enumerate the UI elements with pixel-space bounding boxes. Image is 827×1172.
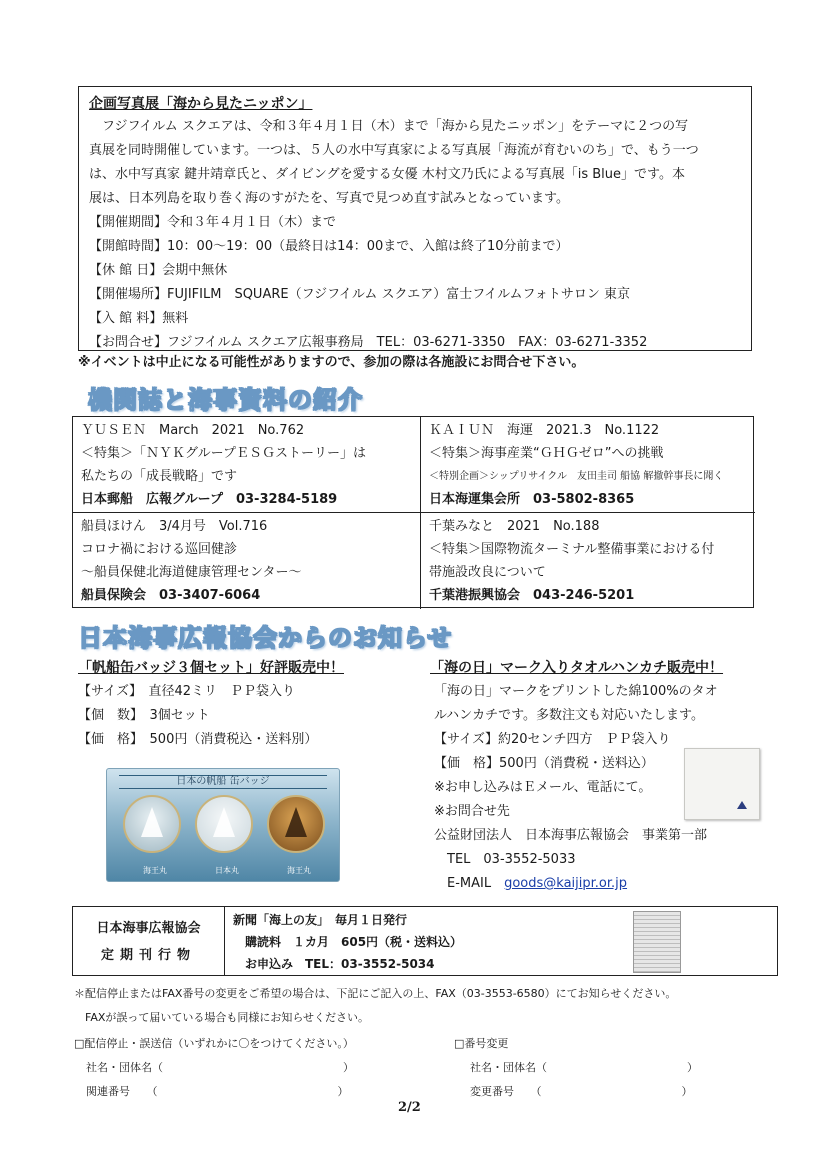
periodical-org: 日本海事広報協会 xyxy=(96,921,201,936)
journal-cell-senin xyxy=(73,513,421,609)
badge-image-caption: 日本の帆船 缶バッジ xyxy=(119,775,327,789)
stop-delivery-title[interactable]: □配信停止・誤送信（いずれかに〇をつけてください。） xyxy=(74,1037,354,1050)
fax-instructions-2: FAXが誤って届いている場合も同様にお知らせください。 xyxy=(74,1011,370,1024)
page-number: 2/2 xyxy=(398,1100,421,1115)
new-number-field[interactable]: 変更番号 （ ） xyxy=(470,1085,693,1098)
coin-badge xyxy=(195,795,253,853)
periodical-info xyxy=(233,909,462,975)
periodical-label xyxy=(73,907,225,975)
exhibition-description xyxy=(89,115,741,211)
towel-contact-heading: ※お問合せ先 xyxy=(434,804,510,819)
related-number-field[interactable]: 関連番号 （ ） xyxy=(86,1085,349,1098)
journal-feature: 私たちの「成長戦略」です xyxy=(81,469,238,484)
exhibition-text-line: フジフイルム スクエアは、令和３年４月１日（木）まで「海から見たニッポン」をテーマに２つの写 xyxy=(89,119,689,134)
coin-label: 海王丸 xyxy=(287,866,311,875)
company-name-field-2[interactable]: 社名・団体名（ ） xyxy=(470,1061,698,1074)
journals-table xyxy=(72,416,754,608)
detail-contact: 【お問合せ】フジフイルム スクエア広報事務局 TEL：03-6271-3350 FAX：03-6271-3352 xyxy=(89,335,648,350)
journal-cell-chiba xyxy=(421,513,755,609)
number-change-title[interactable]: □番号変更 xyxy=(454,1037,509,1050)
stop-delivery-section xyxy=(74,1032,354,1104)
newspaper-thumbnail xyxy=(633,911,681,973)
journal-title: 船員ほけん 3/4月号 Vol.716 xyxy=(81,519,268,534)
towel-product-title: 「海の日」マーク入りタオルハンカチ販売中！ xyxy=(430,660,724,676)
periodical-apply: お申込み TEL：03-3552-5034 xyxy=(245,957,435,971)
fax-form xyxy=(74,982,698,1110)
badge-set-image xyxy=(106,768,340,882)
company-name-field[interactable]: 社名・団体名（ ） xyxy=(86,1061,354,1074)
badge-product-title: 「帆船缶バッジ３個セット」好評販売中！ xyxy=(78,660,344,676)
email-link[interactable]: goods@kaijipr.or.jp xyxy=(504,876,628,891)
journal-cell-kaiun xyxy=(421,417,755,513)
exhibition-text-line: は、水中写真家 鍵井靖章氏と、ダイビングを愛する女優 木村文乃氏による写真展「is Blue」です。本 xyxy=(89,167,685,182)
detail-fee: 【入 館 料】無料 xyxy=(89,311,189,326)
journal-contact: 船員保険会 03-3407-6064 xyxy=(81,588,261,603)
journal-special: ＜特別企画＞シップリサイクル 友田圭司 船協 解撤幹事長に聞く xyxy=(429,471,724,482)
detail-hours: 【開館時間】10：00～19：00（最終日は14：00まで、入館は終了10分前まで） xyxy=(89,239,569,254)
coin-label: 日本丸 xyxy=(215,866,239,875)
detail-closed: 【休 館 日】会期中無休 xyxy=(89,263,228,278)
journal-title: ＫＡＩＵＮ 海運 2021.3 No.1122 xyxy=(429,423,660,438)
journal-title: ＹＵＳＥＮ March 2021 No.762 xyxy=(81,423,305,438)
detail-venue: 【開催場所】FUJIFILM SQUARE（フジフイルム スクエア）富士フイルムフォトサロン 東京 xyxy=(89,287,631,302)
journal-title: 千葉みなと 2021 No.188 xyxy=(429,519,600,534)
towel-contact-org: 公益財団法人 日本海事広報協会 事業第一部 xyxy=(434,828,708,843)
towel-price: 【価 格】500円（消費税・送料込） xyxy=(434,756,654,771)
periodical-type: 定期刊行物 xyxy=(100,948,196,963)
umi-no-hi-mark-icon xyxy=(737,801,747,809)
detail-period: 【開催期間】令和３年４月１日（木）まで xyxy=(89,215,337,230)
journal-feature: 帯施設改良について xyxy=(429,565,546,580)
number-change-section xyxy=(454,1032,698,1104)
coin-badge xyxy=(123,795,181,853)
journal-feature: ＜特集＞海事産業“ＧＨＧゼロ”への挑戦 xyxy=(429,446,664,461)
towel-text-line: ルハンカチです。多数注文も対応いたします。 xyxy=(434,708,705,723)
badge-price: 【価 格】 500円（消費税込・送料別） xyxy=(78,732,318,747)
towel-size: 【サイズ】約20センチ四方 ＰＰ袋入り xyxy=(434,732,671,747)
exhibition-text-line: 真展を同時開催しています。一つは、５人の水中写真家による写真展「海流が育むいのち」で、もう一つ xyxy=(89,143,699,158)
fax-instructions: ＊配信停止またはFAX番号の変更をご希望の場合は、下記にご記入の上、FAX（03-3553-6580）にてお知らせください。 xyxy=(74,987,677,1000)
journal-contact: 日本郵船 広報グループ 03-3284-5189 xyxy=(81,492,338,507)
journals-heading: 機関誌と海事資料の紹介 xyxy=(88,386,363,414)
journal-cell-yusen xyxy=(73,417,421,513)
towel-text-line: 「海の日」マークをプリントした綿100%のタオ xyxy=(434,684,718,699)
exhibition-title: 企画写真展「海から見たニッポン」 xyxy=(89,96,313,112)
journal-feature: ＜特集＞国際物流ターミナル整備事業における付 xyxy=(429,542,715,557)
coin-badge xyxy=(267,795,325,853)
journal-feature: コロナ禍における巡回健診 xyxy=(81,542,238,557)
event-notice: ※イベントは中止になる可能性がありますので、参加の際は各施設にお問合せ下さい。 xyxy=(78,355,585,370)
coin-label: 海王丸 xyxy=(143,866,167,875)
journal-contact: 千葉港振興協会 043-246-5201 xyxy=(429,588,635,603)
towel-contact-email: E-MAIL goods@kaijipr.or.jp xyxy=(434,876,628,891)
periodical-box xyxy=(72,906,778,976)
journal-contact: 日本海運集会所 03-5802-8365 xyxy=(429,492,635,507)
journal-feature: ～船員保健北海道健康管理センター～ xyxy=(81,565,302,580)
badge-count: 【個 数】 3個セット xyxy=(78,708,210,723)
journal-feature: ＜特集＞「ＮＹＫグループＥＳＧストーリー」は xyxy=(81,446,366,461)
exhibition-box xyxy=(78,86,752,351)
towel-image xyxy=(684,748,760,820)
towel-order-note: ※お申し込みはＥメール、電話にて。 xyxy=(434,780,652,795)
badge-size: 【サイズ】 直径42ミリ ＰＰ袋入り xyxy=(78,684,296,699)
society-heading: 日本海事広報協会からのお知らせ xyxy=(78,624,453,652)
periodical-fee: 購読料 １カ月 605円（税・送料込） xyxy=(245,935,463,949)
periodical-paper: 新聞「海上の友」 毎月１日発行 xyxy=(233,913,408,927)
badge-specs xyxy=(78,680,317,752)
towel-description xyxy=(434,680,718,896)
exhibition-text-line: 展は、日本列島を取り巻く海のすがたを、写真で見つめ直す試みとなっています。 xyxy=(89,191,569,206)
towel-contact-tel: TEL 03-3552-5033 xyxy=(434,852,576,867)
